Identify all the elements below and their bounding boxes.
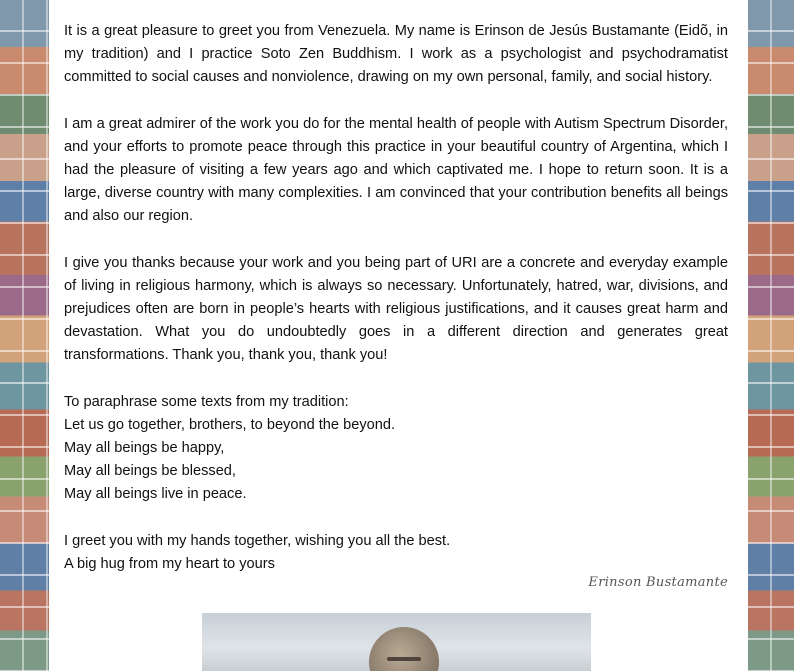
letter-body: [64, 20, 728, 599]
closing-block: [64, 530, 728, 576]
paragraph-2: I am a great admirer of the work you do for the mental health of people with Autism Spectrum Disorder, and your efforts to promote peace through this practice in your beautiful country of Argentina, which I had the pleasure of visiting a few years ago and which captivated me. I hope to return soon. It is a large, diverse country with many complexities. I am convinced that your contribution benefits all beings and also our region.: [64, 115, 728, 225]
verse-line: May all beings live in peace.: [64, 486, 247, 503]
paragraph-3: I give you thanks because your work and you being part of URI are a concrete and everyday example of living in religious harmony, which is always so necessary. Unfortunately, hatred, war, divisions, and prejudices often are born in people’s hearts with religious justifications, and it causes great harm and devastation. What you do undoubtedly goes in a different direction and generates great transformations. Thank you, thank you, thank you!: [64, 254, 728, 364]
verse-line: Let us go together, brothers, to beyond the beyond.: [64, 416, 396, 433]
verse-line: May all beings be happy,: [64, 440, 225, 457]
paragraph-1: It is a great pleasure to greet you from Venezuela. My name is Erinson de Jesús Bustamante (Eidõ, in my tradition) and I practice Soto Zen Buddhism. I work as a psychologist and psychodramatist committed to social causes and nonviolence, drawing on my own personal, family, and social history.: [64, 23, 728, 86]
stamp-border-right: [748, 0, 794, 671]
verse-line: To paraphrase some texts from my tradition:: [64, 393, 349, 410]
verse-block: [64, 391, 728, 507]
verse-line: May all beings be blessed,: [64, 463, 236, 480]
statue-smile: [387, 657, 421, 661]
closing-line: I greet you with my hands together, wishing you all the best.: [64, 532, 451, 549]
closing-line: A big hug from my heart to yours: [64, 555, 275, 572]
statue-head: [369, 627, 439, 671]
signature: Erinson Bustamante: [588, 575, 728, 590]
stamp-border-left: [0, 0, 49, 671]
buddha-statue-photo: [202, 613, 591, 671]
